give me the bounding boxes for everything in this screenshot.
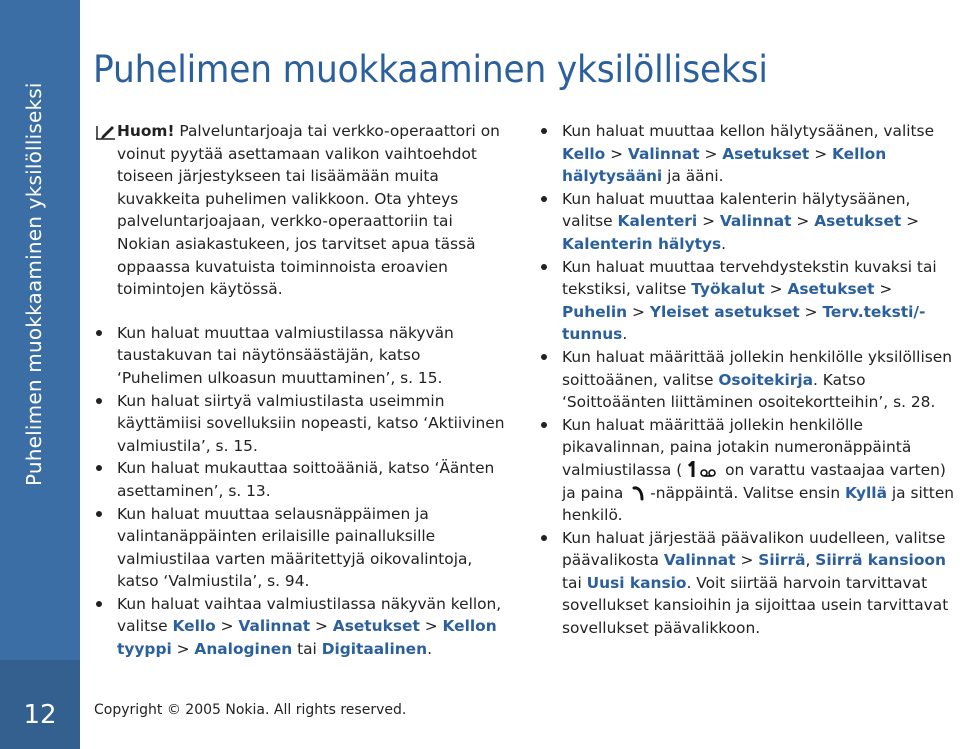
menu-path-item: Terv.teksti/-tunnus (562, 302, 926, 344)
menu-path-item: Digitaalinen (321, 640, 428, 659)
page-title: Puhelimen muokkaaminen yksilölliseksi (93, 48, 768, 91)
bullet-icon (541, 196, 547, 202)
menu-path-item: Analoginen (194, 640, 293, 659)
note-text: Palveluntarjoaja tai verkko-operaattori on voinut pyytää asettamaan valikon vaihtoehdot toiseen järjestykseen tai lisäämään muita kuvakkeita puhelimen valikkoon. Ota yhteys palveluntarjoajaan, verkko-operaattoriin tai Nokian asiakastukeen, jos tarvitset apua tässä oppaassa kuvatuista toiminnoista eroavien toimintojen käytössä. (117, 122, 500, 299)
bullet-icon (541, 264, 547, 270)
copyright-footer: Copyright © 2005 Nokia. All rights reserved. (94, 702, 407, 718)
sidebar-section-title: Puhelimen muokkaaminen yksilölliseksi (22, 82, 46, 486)
left-column (95, 120, 510, 661)
note-box (95, 120, 510, 301)
menu-path-item: Puhelin (562, 302, 628, 321)
page-number: 12 (23, 700, 57, 730)
menu-path-item: Siirrä (758, 551, 806, 570)
menu-path-item: Valinnat (663, 551, 736, 570)
bullet-icon (541, 128, 547, 134)
menu-path-item: Asetukset (722, 144, 810, 163)
menu-path-item: Kellon hälytysääni (562, 144, 887, 186)
bullet-icon (96, 465, 102, 471)
menu-path-item: Valinnat (719, 212, 792, 231)
list-item: Kun haluat muuttaa tervehdystekstin kuvaksi tai tekstiksi, valitse Työkalut > Asetukset > Puhelin > Yleiset asetukset > Terv.teksti/-tunnus. (540, 256, 960, 346)
menu-path-item: Kyllä (845, 483, 887, 502)
bullet-icon (541, 535, 547, 541)
key-1-voicemail-icon (686, 461, 716, 478)
menu-path-item: Asetukset (814, 212, 902, 231)
menu-path-item: Kello (172, 617, 216, 636)
list-item: Kun haluat määrittää jollekin henkilölle pikavalinnan, paina jotakin numeronäppäintä valmiustilassa ( on varattu vastaajaa varten) ja paina -näppäintä. Valitse ensin Kyllä ja sitten henkilö. (540, 414, 960, 527)
list-item: Kun haluat järjestää päävalikon uudelleen, valitse päävalikosta Valinnat > Siirrä, Siirrä kansioon tai Uusi kansio. Voit siirtää harvoin tarvittavat sovellukset kansioihin ja sijoittaa usein tarvittavat sovellukset päävalikkoon. (540, 527, 960, 640)
bullet-icon (541, 354, 547, 360)
list-item: Kun haluat siirtyä valmiustilasta useimmin käyttämiisi sovelluksiin nopeasti, katso ‘Aktiivinen valmiustila’, s. 15. (95, 390, 510, 458)
list-item: Kun haluat muuttaa valmiustilassa näkyvän taustakuvan tai näytönsäästäjän, katso ‘Puhelimen ulkoasun muuttaminen’, s. 15. (95, 322, 510, 390)
list-item: Kun haluat muuttaa kellon hälytysäänen, valitse Kello > Valinnat > Asetukset > Kellon hälytysääni ja ääni. (540, 120, 960, 188)
right-bullet-list (540, 120, 960, 640)
menu-path-item: Valinnat (627, 144, 700, 163)
menu-path-item: Yleiset asetukset (649, 302, 800, 321)
left-bullet-list (95, 322, 510, 661)
list-item: Kun haluat mukauttaa soittoääniä, katso ‘Äänten asettaminen’, s. 13. (95, 457, 510, 502)
list-item: Kun haluat muuttaa kalenterin hälytysäänen, valitse Kalenteri > Valinnat > Asetukset > Kalenterin hälytys. (540, 188, 960, 256)
note-label: Huom! (117, 122, 175, 140)
menu-path-item: Työkalut (691, 280, 765, 299)
bullet-icon (96, 398, 102, 404)
bullet-icon (96, 601, 102, 607)
call-key-icon (632, 484, 646, 501)
bullet-icon (541, 422, 547, 428)
list-item: Kun haluat muuttaa selausnäppäimen ja valintanäppäinten erilaisille painalluksille valmiustilaa varten määritettyjä oikovalintoja, katso ‘Valmiustila’, s. 94. (95, 503, 510, 593)
menu-path-item: Asetukset (787, 280, 875, 299)
menu-path-item: Osoitekirja (718, 370, 813, 389)
menu-path-item: Valinnat (238, 617, 311, 636)
list-item: Kun haluat määrittää jollekin henkilölle yksilöllisen soittoäänen, valitse Osoitekirja. Katso ‘Soittoäänten liittäminen osoitekortteihin’, s. 28. (540, 346, 960, 414)
menu-path-item: Kalenteri (617, 212, 698, 231)
menu-path-item: Asetukset (332, 617, 420, 636)
bullet-icon (96, 330, 102, 336)
menu-path-item: Siirrä kansioon (815, 551, 946, 570)
note-pencil-icon (95, 123, 117, 141)
menu-path-item: Kellon tyyppi (117, 617, 497, 659)
menu-path-item: Kello (562, 144, 606, 163)
menu-path-item: Uusi kansio (586, 573, 687, 592)
right-column (540, 120, 960, 640)
menu-path-item: Kalenterin hälytys (562, 234, 722, 253)
bullet-icon (96, 511, 102, 517)
list-item: Kun haluat vaihtaa valmiustilassa näkyvän kellon, valitse Kello > Valinnat > Asetukset > Kellon tyyppi > Analoginen tai Digitaalinen. (95, 593, 510, 661)
